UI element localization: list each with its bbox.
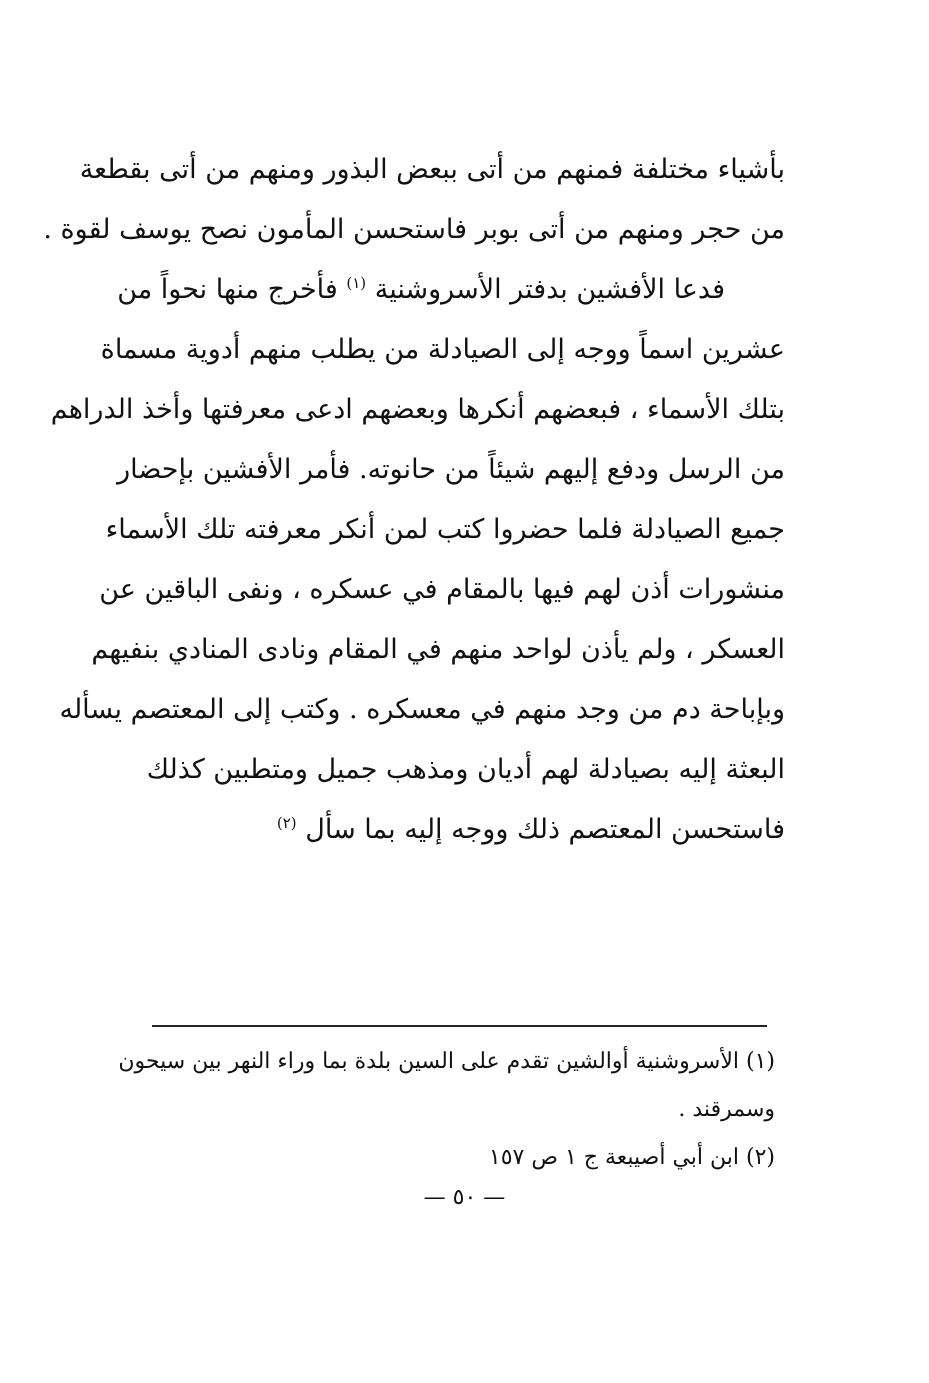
- page-number: — ٥٠ —: [423, 1185, 506, 1210]
- body-text: [43, 140, 785, 860]
- footnote-marker-1: (١): [346, 274, 367, 292]
- footnote-separator: [152, 1025, 767, 1027]
- text-line-8: منشورات أذن لهم فيها بالمقام في عسكره ، ونفى الباقين عن: [99, 574, 785, 605]
- text-line-10: وبإباحة دم من وجد منهم في معسكره . وكتب إلى المعتصم يسأله: [59, 694, 785, 725]
- footnote-marker-2: (٢): [276, 814, 297, 832]
- text-line-5: بتلك الأسماء ، فبعضهم أنكرها وبعضهم ادعى معرفتها وأخذ الدراهم: [50, 394, 785, 425]
- text-line-4: عشرين اسماً ووجه إلى الصيادلة من يطلب منهم أدوية مسماة: [100, 334, 785, 365]
- text-line-7: جميع الصيادلة فلما حضروا كتب لمن أنكر معرفته تلك الأسماء: [105, 514, 785, 545]
- text-line-3: [117, 260, 785, 320]
- text-line-2: من حجر ومنهم من أتى بوبر فاستحسن المأمون نصح يوسف لقوة .: [43, 214, 785, 245]
- footnote-1-line-1: (١) الأسروشنية أوالشين تقدم على السين بلدة بما وراء النهر بين سيحون: [118, 1049, 775, 1074]
- text-line-12-text: فاستحسن المعتصم ذلك ووجه إليه بما سأل: [305, 814, 785, 845]
- text-line-3-start: فدعا الأفشين بدفتر الأسروشنية: [374, 274, 725, 305]
- text-line-1: بأشياء مختلفة فمنهم من أتى ببعض البذور ومنهم من أتى بقطعة: [79, 154, 785, 185]
- text-line-12: [150, 800, 785, 860]
- footnote-2: (٢) ابن أبي أصيبعة ج ١ ص ١٥٧: [488, 1145, 775, 1170]
- footnotes: [118, 1038, 785, 1182]
- text-line-3-end: فأخرج منها نحواً من: [117, 274, 338, 305]
- text-line-9: العسكر ، ولم يأذن لواحد منهم في المقام ونادى المنادي بنفيهم: [91, 634, 785, 665]
- text-line-11: البعثة إليه بصيادلة لهم أديان ومذهب جميل ومتطبين كذلك: [146, 754, 785, 785]
- footnote-1-line-2: وسمرقند .: [678, 1097, 775, 1122]
- text-line-6: من الرسل ودفع إليهم شيئاً من حانوته. فأمر الأفشين بإحضار: [117, 454, 785, 485]
